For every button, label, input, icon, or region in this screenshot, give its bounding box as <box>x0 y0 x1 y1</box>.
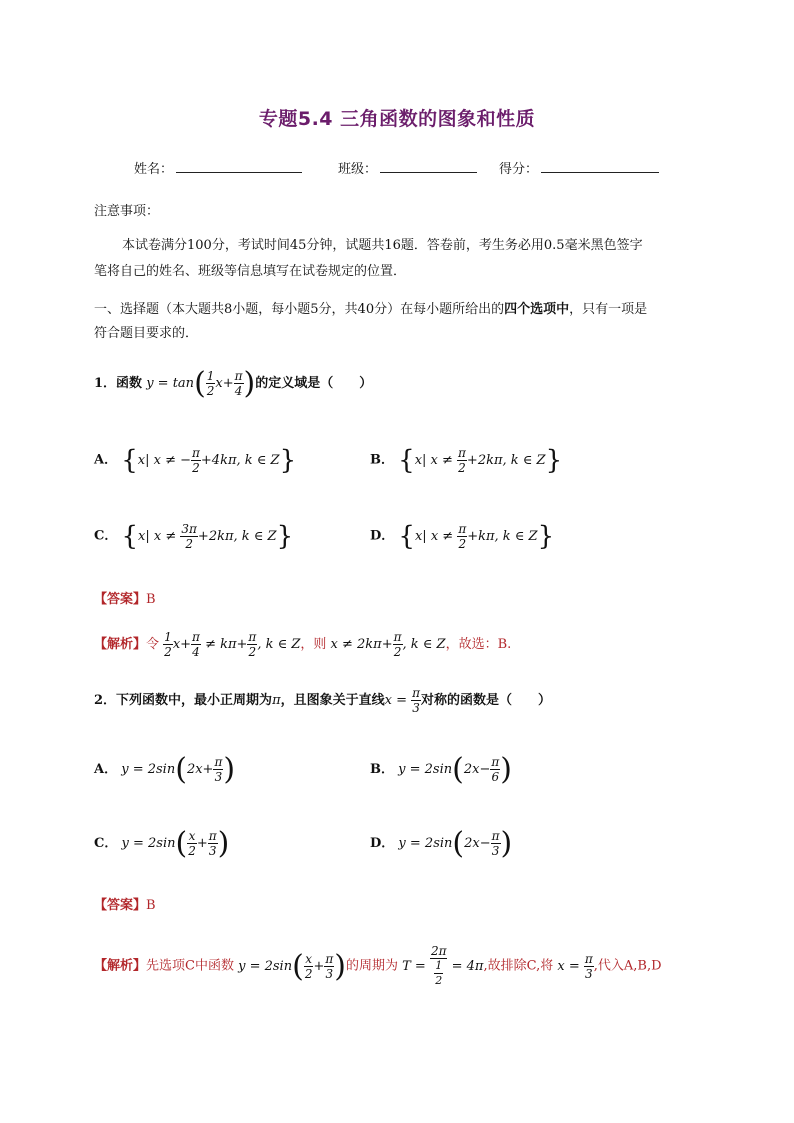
analysis-text: ,故排除C,将 <box>483 958 554 974</box>
analysis-text: ，则 <box>300 637 327 652</box>
option-label: C． <box>94 836 118 851</box>
answer-tag: 【答案】 <box>94 898 147 913</box>
name-field[interactable] <box>176 156 302 173</box>
section-heading-text-c: ，只有一项是 <box>569 302 648 317</box>
analysis-formula: $\frac{1}{2}$ x+ $\frac{\pi}{4}$ ≠ kπ+ $\frac{\pi}{2}$ , k ∈ Z <box>164 630 301 659</box>
section-heading-line-2: 符合题目要求的． <box>94 326 199 341</box>
answer-1 <box>94 588 156 612</box>
analysis-text: 令 <box>146 637 160 652</box>
option-label: D． <box>370 528 395 544</box>
option-b[interactable] <box>370 752 512 787</box>
section-heading-emphasis: 四个选项中 <box>504 302 570 317</box>
answer-value: B <box>146 592 156 607</box>
option-label: D． <box>370 836 395 851</box>
answer-value: B <box>146 898 156 913</box>
page-title: 专题5.4 三角函数的图象和性质 <box>258 108 536 130</box>
option-label: A． <box>94 452 118 468</box>
analysis-text: 的周期为 <box>345 958 398 974</box>
option-label: A． <box>94 762 118 777</box>
option-label: C． <box>94 528 118 544</box>
option-formula: y = 2sin( $\frac{x}{2}$ + $\frac{\pi}{3}$ ) <box>121 826 230 861</box>
analysis-2 <box>94 944 662 988</box>
option-c[interactable] <box>94 521 293 551</box>
class-field[interactable] <box>380 156 477 173</box>
question-2-stem <box>94 686 551 715</box>
question-1-stem <box>94 366 372 401</box>
question-stem-text: 对称的函数是（ ） <box>421 693 552 708</box>
pi-symbol: π <box>272 693 281 708</box>
function-formula: y = tan( $\frac{1}{2}$ x+ $\frac{\pi}{4}$ ) <box>146 366 256 401</box>
question-number: 1． <box>94 376 117 391</box>
option-c[interactable] <box>94 826 229 861</box>
class-label: 班级： <box>338 162 378 177</box>
notice-line-2: 笔将自己的姓名、班级等信息填写在试卷规定的位置． <box>94 264 407 279</box>
option-a[interactable] <box>94 752 235 787</box>
analysis-text: ，故选：B. <box>445 637 512 652</box>
section-heading-text-a: 一、选择题（本大题共8小题，每小题5分，共40分）在每小题所给出的 <box>94 302 505 317</box>
option-b[interactable] <box>370 445 562 475</box>
line-formula: x = $\frac{\pi}{3}$ <box>384 686 421 715</box>
notice-heading: 注意事项： <box>94 204 160 219</box>
score-label: 得分： <box>499 162 539 177</box>
option-formula: {x| x ≠ − $\frac{\pi}{2}$ +4kπ, k ∈ Z} <box>121 445 297 475</box>
score-field[interactable] <box>541 156 659 173</box>
question-stem-text: 的定义域是（ ） <box>255 376 373 391</box>
option-formula: {x| x ≠ $\frac{\pi}{2}$ +2kπ, k ∈ Z} <box>398 445 563 475</box>
option-formula: y = 2sin(2x− $\frac{\pi}{3}$ ) <box>398 826 513 861</box>
question-number: 2． <box>94 693 117 708</box>
analysis-formula: x ≠ 2kπ+ $\frac{\pi}{2}$ , k ∈ Z <box>330 630 446 659</box>
name-label: 姓名： <box>134 162 174 177</box>
analysis-formula: y = 2sin( $\frac{x}{2}$ + $\frac{\pi}{3}$ ) <box>238 948 346 984</box>
analysis-tag: 【解析】 <box>94 637 147 652</box>
option-formula: y = 2sin(2x− $\frac{\pi}{6}$ ) <box>398 752 512 787</box>
analysis-text: 先选项C中函数 <box>146 958 234 974</box>
option-formula: y = 2sin(2x+ $\frac{\pi}{3}$ ) <box>121 752 236 787</box>
analysis-tag: 【解析】 <box>94 958 147 974</box>
option-label: B． <box>370 762 394 777</box>
answer-tag: 【答案】 <box>94 592 147 607</box>
answer-2 <box>94 894 156 918</box>
section-heading-line-1 <box>94 298 647 322</box>
notice-line-1: 本试卷满分100分，考试时间45分钟，试题共16题．答卷前，考生务必用0.5毫米黑色签字 <box>122 238 643 253</box>
option-formula: {x| x ≠ $\frac{\pi}{2}$ +kπ, k ∈ Z} <box>398 521 555 551</box>
analysis-formula: x = $\frac{\pi}{3}$ <box>557 951 593 981</box>
option-a[interactable] <box>94 445 296 475</box>
option-formula: {x| x ≠ $\frac{3\pi}{2}$ +2kπ, k ∈ Z} <box>121 521 294 551</box>
question-stem-text: 函数 <box>116 376 143 391</box>
question-stem-text: ，且图象关于直线 <box>280 693 385 708</box>
analysis-text: ,代入A,B,D <box>593 958 662 974</box>
question-stem-text: 下列函数中，最小正周期为 <box>116 693 273 708</box>
option-label: B． <box>370 452 394 468</box>
option-d[interactable] <box>370 521 554 551</box>
period-formula: T = $\frac{2\pi}{\frac{1}{2}}$ = 4π <box>402 944 484 987</box>
analysis-1 <box>94 630 511 659</box>
option-d[interactable] <box>370 826 512 861</box>
